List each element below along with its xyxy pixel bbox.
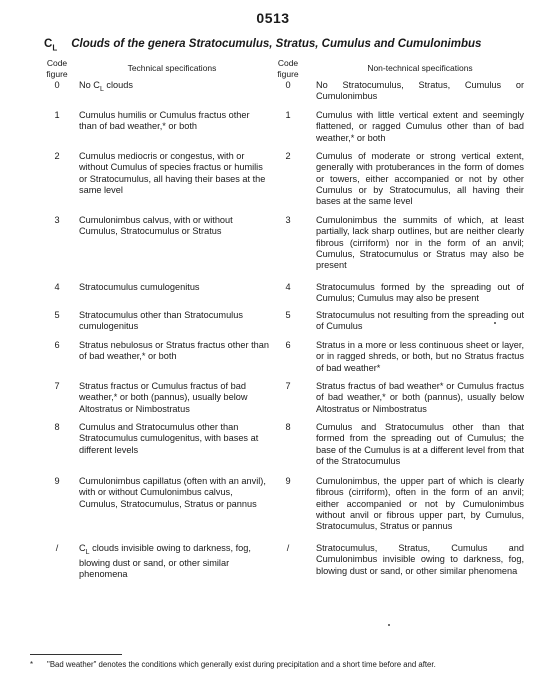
technical-specification: $C_L$ clouds invisible owing to darkness, fog, blowing dust or sand, or other similar phenomena: [79, 543, 251, 580]
speck-mark: [388, 624, 390, 626]
heading-symbol: $C_L$: [44, 38, 58, 53]
footnote: [30, 660, 436, 669]
non-technical-specification: Cumulus of moderate or strong vertical extent, generally with protuberances in the form of domes or towers, either accompanied or not by other Cumulus or by Stratocumulus, all having their bases at the same level: [316, 151, 524, 207]
non-technical-specification: Stratocumulus formed by the spreading out of Cumulus; Cumulus may also be present: [316, 282, 524, 304]
section-heading: [44, 38, 481, 52]
technical-specification: Cumulus humilis or Cumulus fractus other than of bad weather,* or both: [79, 110, 250, 132]
code-figure: 9: [54, 476, 60, 486]
code-figure: 2: [54, 151, 60, 161]
code-figure: /: [55, 543, 59, 553]
code-figure-header-left: Code figure: [46, 58, 68, 79]
non-technical-specification: No Stratocumulus, Stratus, Cumulus or Cumulonimbus: [316, 80, 524, 102]
non-technical-specification: Stratus in a more or less continuous sheet or layer, or in ragged shreds, or both, but no Stratus fractus of bad weather*: [316, 340, 524, 373]
non-technical-specification: Cumulus and Stratocumulus other than that formed from the spreading out of Cumulus; the base of the Cumulus is at a different level from that of the Stratocumulus: [316, 422, 524, 466]
technical-specification: Stratus fractus or Cumulus fractus of bad weather,* or both (pannus), usually below Altostratus or Nimbostratus: [79, 381, 248, 414]
code-figure: 5: [285, 310, 291, 320]
code-figure: 4: [54, 282, 60, 292]
non-technical-specification: Stratus fractus of bad weather* or Cumulus fractus of bad weather,* or both (pannus), usually below Altostratus or Nimbostratus: [316, 381, 524, 414]
non-technical-specification: Cumulonimbus, the upper part of which is clearly fibrous (cirriform), often in the form of an anvil; either accompanied or not by Cumulonimbus without anvil or fibrous upper part, by Cumulus, Stratocumulus, Stratus or pannus: [316, 476, 524, 532]
technical-specification: Cumulus and Stratocumulus other than Stratocumulus cumulogenitus, with bases at different levels: [79, 422, 259, 455]
non-technical-specification: Cumulus with little vertical extent and seemingly flattened, or ragged Cumulus other than of bad weather,* or both: [316, 110, 524, 143]
speck-mark: [494, 322, 496, 324]
code-figure: 6: [285, 340, 291, 350]
code-figure: 1: [54, 110, 60, 120]
non-technical-specification: Stratocumulus, Stratus, Cumulus and Cumulonimbus invisible owing to darkness, fog, blowing dust or sand, or other similar phenomena: [316, 543, 524, 576]
code-figure: 9: [285, 476, 291, 486]
code-figure: 7: [285, 381, 291, 391]
technical-specification: Stratocumulus other than Stratocumulus cumulogenitus: [79, 310, 243, 332]
technical-specification: Stratus nebulosus or Stratus fractus other than of bad weather,* or both: [79, 340, 269, 362]
technical-specifications-header: Technical specifications: [127, 63, 217, 73]
technical-specification: Cumulus mediocris or congestus, with or without Cumulus of species fractus or humilis or Stratocumulus, all having their bases at the same level: [79, 151, 266, 195]
technical-specification: Cumulonimbus capillatus (often with an anvil), with or without Cumulonimbus calvus, Cumulus, Stratocumulus, Stratus or pannus: [79, 476, 266, 509]
technical-specification: Stratocumulus cumulogenitus: [79, 282, 200, 292]
code-figure: 4: [285, 282, 291, 292]
code-figure: 7: [54, 381, 60, 391]
code-figure-header-right: Code figure: [277, 58, 299, 79]
technical-specification: Cumulonimbus calvus, with or without Cumulus, Stratocumulus or Stratus: [79, 215, 233, 237]
technical-specification: No $C_L$ clouds: [79, 80, 133, 93]
code-figure: 8: [285, 422, 291, 432]
code-figure: 8: [54, 422, 60, 432]
code-figure: 2: [285, 151, 291, 161]
non-technical-specification: Cumulonimbus the summits of which, at least partially, lack sharp outlines, but are neither clearly fibrous (cirriform) nor in the form of an anvil; Cumulus, Stratocumulus or Stratus may also be present: [316, 215, 524, 271]
page-number: 0513: [256, 10, 290, 26]
heading-title: Clouds of the genera Stratocumulus, Stratus, Cumulus and Cumulonimbus: [71, 38, 482, 50]
code-figure: /: [286, 543, 290, 553]
code-figure: 1: [285, 110, 291, 120]
code-figure: 3: [54, 215, 60, 225]
code-figure: 6: [54, 340, 60, 350]
footnote-mark: *: [30, 660, 34, 669]
footnote-text: "Bad weather" denotes the conditions which generally exist during precipitation and a short time before and after.: [47, 660, 436, 669]
non-technical-specification: Stratocumulus not resulting from the spreading out of Cumulus: [316, 310, 524, 332]
footnote-divider: [30, 654, 122, 655]
code-figure: 3: [285, 215, 291, 225]
code-figure: 0: [54, 80, 60, 90]
code-figure: 0: [285, 80, 291, 90]
non-technical-specifications-header: Non-technical specifications: [367, 63, 473, 73]
code-figure: 5: [54, 310, 60, 320]
